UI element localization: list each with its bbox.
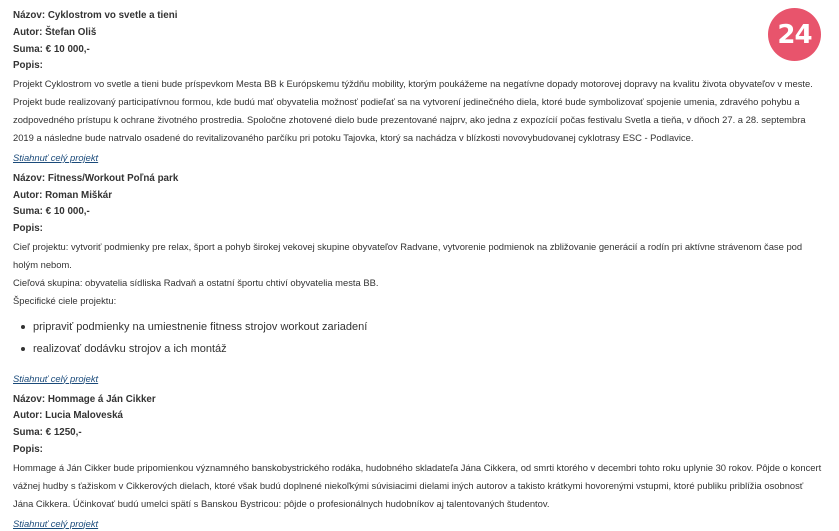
project-author: Autor: Roman Miškár (13, 189, 113, 201)
project-description (13, 459, 823, 513)
project-description (13, 238, 823, 310)
project-item (13, 171, 823, 392)
description-paragraph: Projekt Cyklostrom vo svetle a tieni bude príspevkom Mesta BB k Európskemu týždňu mobility, ktorým poukážeme na negatívne dopady motorovej dopravy na kvalitu života obyvateľov v meste. Projekt bude realizovaný participatívnou formou, kde budú mať obyvatelia možnosť podieľať sa na vytvorení jedinečného diela, ktoré bude symbolizovať spojenie umenia, zdravého pohybu a zodpovedného prístupu k ochrane životného prostredia. Spoločne zhotovené dielo bude prezentované najprv, ako jedna z expozícií počas festivalu Svetla a tieňa, v dňoch 27. a 28. septembra 2019 a následne bude natrvalo osadené do revitalizovaného parčíku pri potoku Tajovka, ktorý sa nachádza v blízkosti novovybudovanej cyklotrasy ESC - Podlavice. (13, 78, 813, 143)
download-project-link[interactable]: Stiahnuť celý projekt (13, 517, 99, 529)
project-description-label: Popis: (13, 444, 43, 456)
project-list (13, 8, 823, 531)
project-name: Názov: Fitness/Workout Poľná park (13, 172, 179, 184)
project-author: Autor: Štefan Oliš (13, 26, 97, 38)
description-paragraph: Cieľ projektu: vytvoriť podmienky pre relax, šport a pohyb širokej vekovej skupine obyvateľov Radvane, vytvorenie podmienok na zbližovanie generácií a rodín pri aktívne strávenom čase pod holým nebom. (13, 241, 803, 270)
list-item: realizovať dodávku strojov a ich montáž (21, 338, 823, 360)
project-name: Názov: Hommage á Ján Cikker (13, 393, 156, 405)
project-amount: Suma: € 10 000,- (13, 206, 90, 218)
specific-goals-list (13, 316, 823, 360)
download-project-link[interactable]: Stiahnuť celý projekt (13, 151, 99, 163)
download-project-link[interactable]: Stiahnuť celý projekt (13, 372, 99, 384)
description-paragraph: Hommage á Ján Cikker bude pripomienkou významného banskobystrického rodáka, hudobného skladateľa Jána Cikkera, od smrti ktorého v decembri tohto roku uplynie 30 rokov. Pôjde o koncert vážnej hudby s ťažiskom v Cikkerových dielach, ktoré však budú doplnené niekoľkými súvisiacimi dielami iných autorov a takisto krátkymi hovorenými vstupmi, ktoré publiku priblížia osobnosť Jána Cikkera. Účinkovať budú umelci spätí s Banskou Bystricou: pôjde o profesionálnych hudobníkov aj talentovaných študentov. (13, 461, 822, 509)
project-author: Autor: Lucia Maloveská (13, 410, 123, 422)
project-name: Názov: Cyklostrom vo svetle a tieni (13, 10, 178, 21)
project-description-label: Popis: (13, 223, 43, 235)
description-paragraph: Špecifické ciele projektu: (13, 294, 117, 306)
project-description-label: Popis: (13, 60, 43, 72)
project-item (13, 392, 823, 531)
project-item (13, 8, 823, 171)
badge-label: 24 (777, 19, 812, 50)
project-amount: Suma: € 1250,- (13, 427, 82, 439)
description-paragraph: Cieľová skupina: obyvatelia sídliska Radvaň a ostatní športu chtiví obyvatelia mesta BB. (13, 276, 379, 288)
project-amount: Suma: € 10 000,- (13, 43, 90, 55)
project-description (13, 75, 823, 147)
list-item: pripraviť podmienky na umiestnenie fitness strojov workout zariadení (21, 316, 823, 338)
